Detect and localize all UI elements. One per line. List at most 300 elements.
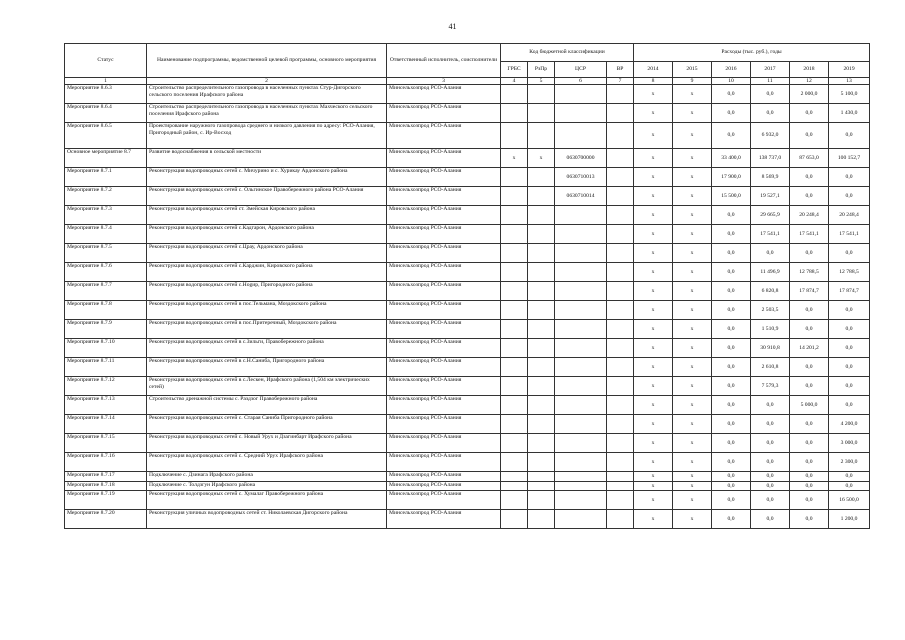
expense-value-cell: 14 201,2 [790, 339, 829, 358]
cst-cell [555, 491, 607, 510]
column-number: 11 [751, 78, 790, 85]
rzpr-cell [528, 320, 555, 339]
rzpr-cell [528, 104, 555, 123]
grbs-cell [501, 282, 528, 301]
expense-value-cell: 0,0 [712, 491, 751, 510]
expense-value-cell: 0,0 [712, 377, 751, 396]
header-year: 2018 [790, 62, 829, 78]
expense-value-cell: х [673, 510, 712, 529]
status-cell: Мероприятие 8.7.4 [65, 225, 147, 244]
rzpr-cell [528, 225, 555, 244]
vr-cell [607, 187, 634, 206]
rzpr-cell [528, 282, 555, 301]
executor-cell: Минсельхозпрод РСО-Алания [387, 482, 501, 491]
expense-value-cell: х [673, 104, 712, 123]
name-cell: Развитие водоснабжения в сельской местности [147, 149, 387, 168]
table-row [65, 168, 870, 187]
expense-value-cell: 0,0 [790, 453, 829, 472]
header-grbs: ГРБС [501, 62, 528, 78]
expense-value-cell: х [673, 123, 712, 149]
expense-value-cell: 0,0 [712, 396, 751, 415]
expense-value-cell: 0,0 [829, 339, 870, 358]
status-cell: Мероприятие 8.7.6 [65, 263, 147, 282]
expense-value-cell: 0,0 [712, 320, 751, 339]
executor-cell: Минсельхозпрод РСО-Алания [387, 301, 501, 320]
expense-value-cell: 0,0 [790, 104, 829, 123]
vr-cell [607, 434, 634, 453]
expense-value-cell: 6 820,8 [751, 282, 790, 301]
vr-cell [607, 168, 634, 187]
vr-cell [607, 104, 634, 123]
executor-cell: Минсельхозпрод РСО-Алания [387, 358, 501, 377]
table-row [65, 123, 870, 149]
status-cell: Мероприятие 8.7.10 [65, 339, 147, 358]
executor-cell: Минсельхозпрод РСО-Алания [387, 149, 501, 168]
expense-value-cell: 4 200,0 [829, 415, 870, 434]
expense-value-cell: х [673, 396, 712, 415]
table-row [65, 377, 870, 396]
expense-value-cell: х [673, 434, 712, 453]
cst-cell [555, 434, 607, 453]
status-cell: Мероприятие 8.7.12 [65, 377, 147, 396]
vr-cell [607, 472, 634, 482]
expense-value-cell: х [634, 358, 673, 377]
vr-cell [607, 491, 634, 510]
expense-value-cell: 0,0 [712, 282, 751, 301]
expense-value-cell: 2 503,5 [751, 301, 790, 320]
rzpr-cell [528, 377, 555, 396]
rzpr-cell [528, 358, 555, 377]
expense-value-cell: х [673, 282, 712, 301]
expense-value-cell: 6 932,0 [751, 123, 790, 149]
expense-value-cell: 0,0 [751, 453, 790, 472]
table-row [65, 339, 870, 358]
table-row [65, 282, 870, 301]
executor-cell: Минсельхозпрод РСО-Алания [387, 187, 501, 206]
expense-value-cell: 0,0 [712, 301, 751, 320]
expense-value-cell: 5 100,0 [829, 85, 870, 104]
expense-value-cell: х [673, 415, 712, 434]
expense-value-cell: 0,0 [751, 104, 790, 123]
expense-value-cell: 0,0 [712, 225, 751, 244]
expense-value-cell: 0,0 [829, 168, 870, 187]
expense-value-cell: 0,0 [712, 263, 751, 282]
grbs-cell [501, 206, 528, 225]
vr-cell [607, 358, 634, 377]
status-cell: Мероприятие 8.6.3 [65, 85, 147, 104]
expense-value-cell: 0,0 [790, 301, 829, 320]
header-status: Статус [65, 44, 147, 78]
executor-cell: Минсельхозпрод РСО-Алания [387, 168, 501, 187]
rzpr-cell [528, 453, 555, 472]
vr-cell [607, 244, 634, 263]
grbs-cell [501, 415, 528, 434]
vr-cell [607, 206, 634, 225]
expense-value-cell: 0,0 [829, 301, 870, 320]
name-cell: Реконструкция водопроводных сетей с. Ольгинское Правобережного района РСО-Алания [147, 187, 387, 206]
expense-value-cell: х [634, 510, 673, 529]
executor-cell: Минсельхозпрод РСО-Алания [387, 377, 501, 396]
expense-value-cell: 0,0 [751, 510, 790, 529]
expense-value-cell: х [634, 301, 673, 320]
expense-value-cell: 0,0 [829, 244, 870, 263]
expense-value-cell: 0,0 [790, 168, 829, 187]
cst-cell [555, 482, 607, 491]
expense-value-cell: х [673, 225, 712, 244]
table-row [65, 453, 870, 472]
status-cell: Мероприятие 8.7.20 [65, 510, 147, 529]
expense-value-cell: 7 579,3 [751, 377, 790, 396]
cst-cell [555, 472, 607, 482]
rzpr-cell [528, 263, 555, 282]
header-year: 2015 [673, 62, 712, 78]
vr-cell [607, 263, 634, 282]
expense-value-cell: 17 541,1 [829, 225, 870, 244]
expenses-table [64, 43, 870, 529]
expense-value-cell: х [673, 482, 712, 491]
header-year: 2017 [751, 62, 790, 78]
vr-cell [607, 320, 634, 339]
rzpr-cell [528, 168, 555, 187]
expense-value-cell: 0,0 [751, 472, 790, 482]
header-expenses: Расходы (тыс. руб.), годы [634, 44, 870, 62]
expense-value-cell: 0,0 [751, 85, 790, 104]
rzpr-cell [528, 472, 555, 482]
expense-value-cell: х [673, 263, 712, 282]
expense-value-cell: х [673, 206, 712, 225]
table-row [65, 491, 870, 510]
executor-cell: Минсельхозпрод РСО-Алания [387, 244, 501, 263]
table-row [65, 482, 870, 491]
status-cell: Мероприятие 8.7.2 [65, 187, 147, 206]
cst-cell [555, 339, 607, 358]
expense-value-cell: 12 788,5 [829, 263, 870, 282]
cst-cell [555, 206, 607, 225]
expense-value-cell: 0,0 [790, 358, 829, 377]
grbs-cell [501, 396, 528, 415]
name-cell: Реконструкция водопроводных сетей в с.Лескен, Ирафского района (1,504 км электрических сетей) [147, 377, 387, 396]
column-number: 12 [790, 78, 829, 85]
cst-cell: 0630700000 [555, 149, 607, 168]
expense-value-cell: 0,0 [790, 187, 829, 206]
table-row [65, 206, 870, 225]
cst-cell [555, 225, 607, 244]
status-cell: Мероприятие 8.7.7 [65, 282, 147, 301]
executor-cell: Минсельхозпрод РСО-Алания [387, 123, 501, 149]
name-cell: Реконструкция водопроводных сетей в с.Н.Саниба, Пригородного района [147, 358, 387, 377]
cst-cell [555, 123, 607, 149]
grbs-cell [501, 320, 528, 339]
vr-cell [607, 85, 634, 104]
expense-value-cell: 0,0 [790, 510, 829, 529]
expense-value-cell: х [634, 123, 673, 149]
column-number: 7 [607, 78, 634, 85]
executor-cell: Минсельхозпрод РСО-Алания [387, 263, 501, 282]
expense-value-cell: 0,0 [712, 453, 751, 472]
expense-value-cell: х [634, 377, 673, 396]
expense-value-cell: 0,0 [790, 491, 829, 510]
table-row [65, 472, 870, 482]
expense-value-cell: 0,0 [712, 339, 751, 358]
expense-value-cell: 11 496,9 [751, 263, 790, 282]
column-number: 13 [829, 78, 870, 85]
expense-value-cell: х [673, 85, 712, 104]
name-cell: Реконструкция водопроводных сетей с. Старая Саниба Пригородного района [147, 415, 387, 434]
grbs-cell [501, 301, 528, 320]
vr-cell [607, 482, 634, 491]
rzpr-cell [528, 206, 555, 225]
grbs-cell: х [501, 149, 528, 168]
expense-value-cell: 0,0 [751, 244, 790, 263]
expense-value-cell: х [634, 339, 673, 358]
expense-value-cell: 0,0 [751, 415, 790, 434]
table-row [65, 244, 870, 263]
status-cell: Мероприятие 8.7.19 [65, 491, 147, 510]
executor-cell: Минсельхозпрод РСО-Алания [387, 225, 501, 244]
vr-cell [607, 396, 634, 415]
expense-value-cell: 17 874,7 [790, 282, 829, 301]
expense-value-cell: 0,0 [712, 434, 751, 453]
expense-value-cell: 0,0 [751, 482, 790, 491]
expense-value-cell: 17 874,7 [829, 282, 870, 301]
vr-cell [607, 339, 634, 358]
expense-value-cell: 0,0 [790, 320, 829, 339]
expense-value-cell: 0,0 [712, 244, 751, 263]
expense-value-cell: 0,0 [829, 377, 870, 396]
rzpr-cell [528, 244, 555, 263]
expense-value-cell: 16 500,0 [829, 491, 870, 510]
expense-value-cell: 0,0 [712, 482, 751, 491]
rzpr-cell [528, 123, 555, 149]
expense-value-cell: 17 900,0 [712, 168, 751, 187]
expense-value-cell: 0,0 [829, 320, 870, 339]
name-cell: Реконструкция водопроводных сетей в пос.Притеречный, Моздокского района [147, 320, 387, 339]
column-number: 9 [673, 78, 712, 85]
status-cell: Мероприятие 8.7.5 [65, 244, 147, 263]
cst-cell [555, 244, 607, 263]
rzpr-cell [528, 491, 555, 510]
name-cell: Реконструкция водопроводных сетей с.Карджин, Кировского района [147, 263, 387, 282]
cst-cell [555, 263, 607, 282]
grbs-cell [501, 434, 528, 453]
header-cst: ЦСР [555, 62, 607, 78]
name-cell: Реконструкция уличных водопроводных сетей ст. Николаевская Дигорского района [147, 510, 387, 529]
expense-value-cell: х [673, 339, 712, 358]
grbs-cell [501, 244, 528, 263]
expense-value-cell: 0,0 [712, 206, 751, 225]
rzpr-cell [528, 301, 555, 320]
vr-cell [607, 510, 634, 529]
table-row [65, 263, 870, 282]
header-vr: ВР [607, 62, 634, 78]
name-cell: Реконструкция водопроводных сетей с. Хумалаг Правобережного района [147, 491, 387, 510]
status-cell: Мероприятие 8.7.15 [65, 434, 147, 453]
expense-value-cell: х [634, 206, 673, 225]
expense-value-cell: х [634, 104, 673, 123]
column-number: 6 [555, 78, 607, 85]
grbs-cell [501, 168, 528, 187]
name-cell: Реконструкция водопроводных сетей с.Нogир, Пригородного района [147, 282, 387, 301]
expense-value-cell: х [673, 491, 712, 510]
name-cell: Строительство распределительного газопровода в населенных пунктах Стур-Дигорского сельского поселения Ирафского района [147, 85, 387, 104]
expense-value-cell: 0,0 [751, 396, 790, 415]
executor-cell: Минсельхозпрод РСО-Алания [387, 510, 501, 529]
expense-value-cell: х [634, 244, 673, 263]
executor-cell: Минсельхозпрод РСО-Алания [387, 282, 501, 301]
rzpr-cell [528, 510, 555, 529]
expense-value-cell: х [634, 453, 673, 472]
expense-value-cell: х [673, 187, 712, 206]
column-number: 3 [387, 78, 501, 85]
expense-value-cell: х [634, 168, 673, 187]
executor-cell: Минсельхозпрод РСО-Алания [387, 415, 501, 434]
header-year: 2016 [712, 62, 751, 78]
executor-cell: Минсельхозпрод РСО-Алания [387, 320, 501, 339]
expense-value-cell: 2 610,8 [751, 358, 790, 377]
status-cell: Мероприятие 8.7.9 [65, 320, 147, 339]
expense-value-cell: 17 541,1 [751, 225, 790, 244]
expense-value-cell: 1 510,9 [751, 320, 790, 339]
expense-value-cell: х [634, 482, 673, 491]
expense-value-cell: 100 152,7 [829, 149, 870, 168]
expense-value-cell: 12 788,5 [790, 263, 829, 282]
table-row [65, 510, 870, 529]
expense-value-cell: 8 569,9 [751, 168, 790, 187]
vr-cell [607, 301, 634, 320]
grbs-cell [501, 85, 528, 104]
cst-cell: 0630710014 [555, 187, 607, 206]
expense-value-cell: 2 300,0 [829, 453, 870, 472]
expense-value-cell: 5 000,0 [790, 396, 829, 415]
grbs-cell [501, 123, 528, 149]
expense-value-cell: х [634, 149, 673, 168]
expense-value-cell: 0,0 [712, 85, 751, 104]
cst-cell [555, 453, 607, 472]
status-cell: Мероприятие 8.7.18 [65, 482, 147, 491]
executor-cell: Минсельхозпрод РСО-Алания [387, 206, 501, 225]
expense-value-cell: 29 665,9 [751, 206, 790, 225]
name-cell: Реконструкция водопроводных сетей с.Кадгарон, Ардонского района [147, 225, 387, 244]
executor-cell: Минсельхозпрод РСО-Алания [387, 491, 501, 510]
expense-value-cell: х [673, 472, 712, 482]
rzpr-cell [528, 434, 555, 453]
cst-cell: 0630710013 [555, 168, 607, 187]
expense-value-cell: х [634, 85, 673, 104]
expense-value-cell: х [673, 377, 712, 396]
expense-value-cell: х [673, 320, 712, 339]
table-row [65, 396, 870, 415]
grbs-cell [501, 225, 528, 244]
executor-cell: Минсельхозпрод РСО-Алания [387, 104, 501, 123]
status-cell: Мероприятие 8.7.8 [65, 301, 147, 320]
header-rzpr: РзПр [528, 62, 555, 78]
expense-value-cell: 0,0 [790, 434, 829, 453]
expense-value-cell: 87 653,0 [790, 149, 829, 168]
expense-value-cell: 30 910,8 [751, 339, 790, 358]
cst-cell [555, 104, 607, 123]
expense-value-cell: 33 400,0 [712, 149, 751, 168]
name-cell: Подключение с. Дзинага Ирафского района [147, 472, 387, 482]
rzpr-cell [528, 482, 555, 491]
expense-value-cell: х [634, 263, 673, 282]
header-year: 2019 [829, 62, 870, 78]
status-cell: Мероприятие 8.7.1 [65, 168, 147, 187]
name-cell: Реконструкция водопроводных сетей с. Мичурино и с. Хурикау Ардонского района [147, 168, 387, 187]
status-cell: Мероприятие 8.7.17 [65, 472, 147, 482]
expense-value-cell: 0,0 [712, 510, 751, 529]
column-numbers-row [65, 78, 870, 85]
grbs-cell [501, 339, 528, 358]
expense-value-cell: 0,0 [790, 377, 829, 396]
vr-cell [607, 123, 634, 149]
grbs-cell [501, 358, 528, 377]
expense-value-cell: х [634, 320, 673, 339]
status-cell: Мероприятие 8.6.5 [65, 123, 147, 149]
rzpr-cell: х [528, 149, 555, 168]
expense-value-cell: 0,0 [712, 104, 751, 123]
expense-value-cell: х [634, 225, 673, 244]
grbs-cell [501, 104, 528, 123]
expense-value-cell: 0,0 [790, 244, 829, 263]
expense-value-cell: 15 500,0 [712, 187, 751, 206]
header-budget-codes: Код бюджетной классификации [501, 44, 634, 62]
table-row [65, 85, 870, 104]
expense-value-cell: 0,0 [712, 123, 751, 149]
vr-cell [607, 415, 634, 434]
expense-value-cell: 17 541,1 [790, 225, 829, 244]
expense-value-cell: х [673, 453, 712, 472]
grbs-cell [501, 453, 528, 472]
page-number: 41 [448, 22, 457, 31]
name-cell: Реконструкция водопроводных сетей с. Средний Урух Ирафского района [147, 453, 387, 472]
grbs-cell [501, 491, 528, 510]
column-number: 10 [712, 78, 751, 85]
expense-value-cell: х [634, 187, 673, 206]
grbs-cell [501, 472, 528, 482]
table-row [65, 225, 870, 244]
expense-value-cell: 0,0 [829, 472, 870, 482]
column-number: 2 [147, 78, 387, 85]
name-cell: Проектирование наружного газопровода среднего и низкого давления по адресу: РСО-Алания, Пригородный район, с. Ир-Восход [147, 123, 387, 149]
table-row [65, 434, 870, 453]
status-cell: Основное мероприятие 8.7 [65, 149, 147, 168]
expense-value-cell: 0,0 [712, 472, 751, 482]
expense-value-cell: 0,0 [790, 123, 829, 149]
expense-value-cell: 0,0 [751, 434, 790, 453]
table-row [65, 301, 870, 320]
expense-value-cell: 0,0 [829, 358, 870, 377]
expense-value-cell: 1 430,0 [829, 104, 870, 123]
expense-value-cell: 0,0 [829, 482, 870, 491]
cst-cell [555, 320, 607, 339]
cst-cell [555, 282, 607, 301]
expense-value-cell: 0,0 [751, 491, 790, 510]
expense-value-cell: 3 000,0 [829, 434, 870, 453]
name-cell: Реконструкция водопроводных сетей в с.Зильги, Правобережного района [147, 339, 387, 358]
cst-cell [555, 396, 607, 415]
expense-value-cell: х [673, 301, 712, 320]
name-cell: Реконструкция водопроводных сетей с.Црау, Ардонского района [147, 244, 387, 263]
status-cell: Мероприятие 8.6.4 [65, 104, 147, 123]
name-cell: Реконструкция водопроводных сетей с. Новый Урух и Дзагинбарт Ирафского района [147, 434, 387, 453]
table-row [65, 187, 870, 206]
expense-value-cell: х [634, 282, 673, 301]
executor-cell: Минсельхозпрод РСО-Алания [387, 434, 501, 453]
expense-value-cell: х [634, 491, 673, 510]
column-number: 5 [528, 78, 555, 85]
executor-cell: Минсельхозпрод РСО-Алания [387, 339, 501, 358]
table-row [65, 320, 870, 339]
